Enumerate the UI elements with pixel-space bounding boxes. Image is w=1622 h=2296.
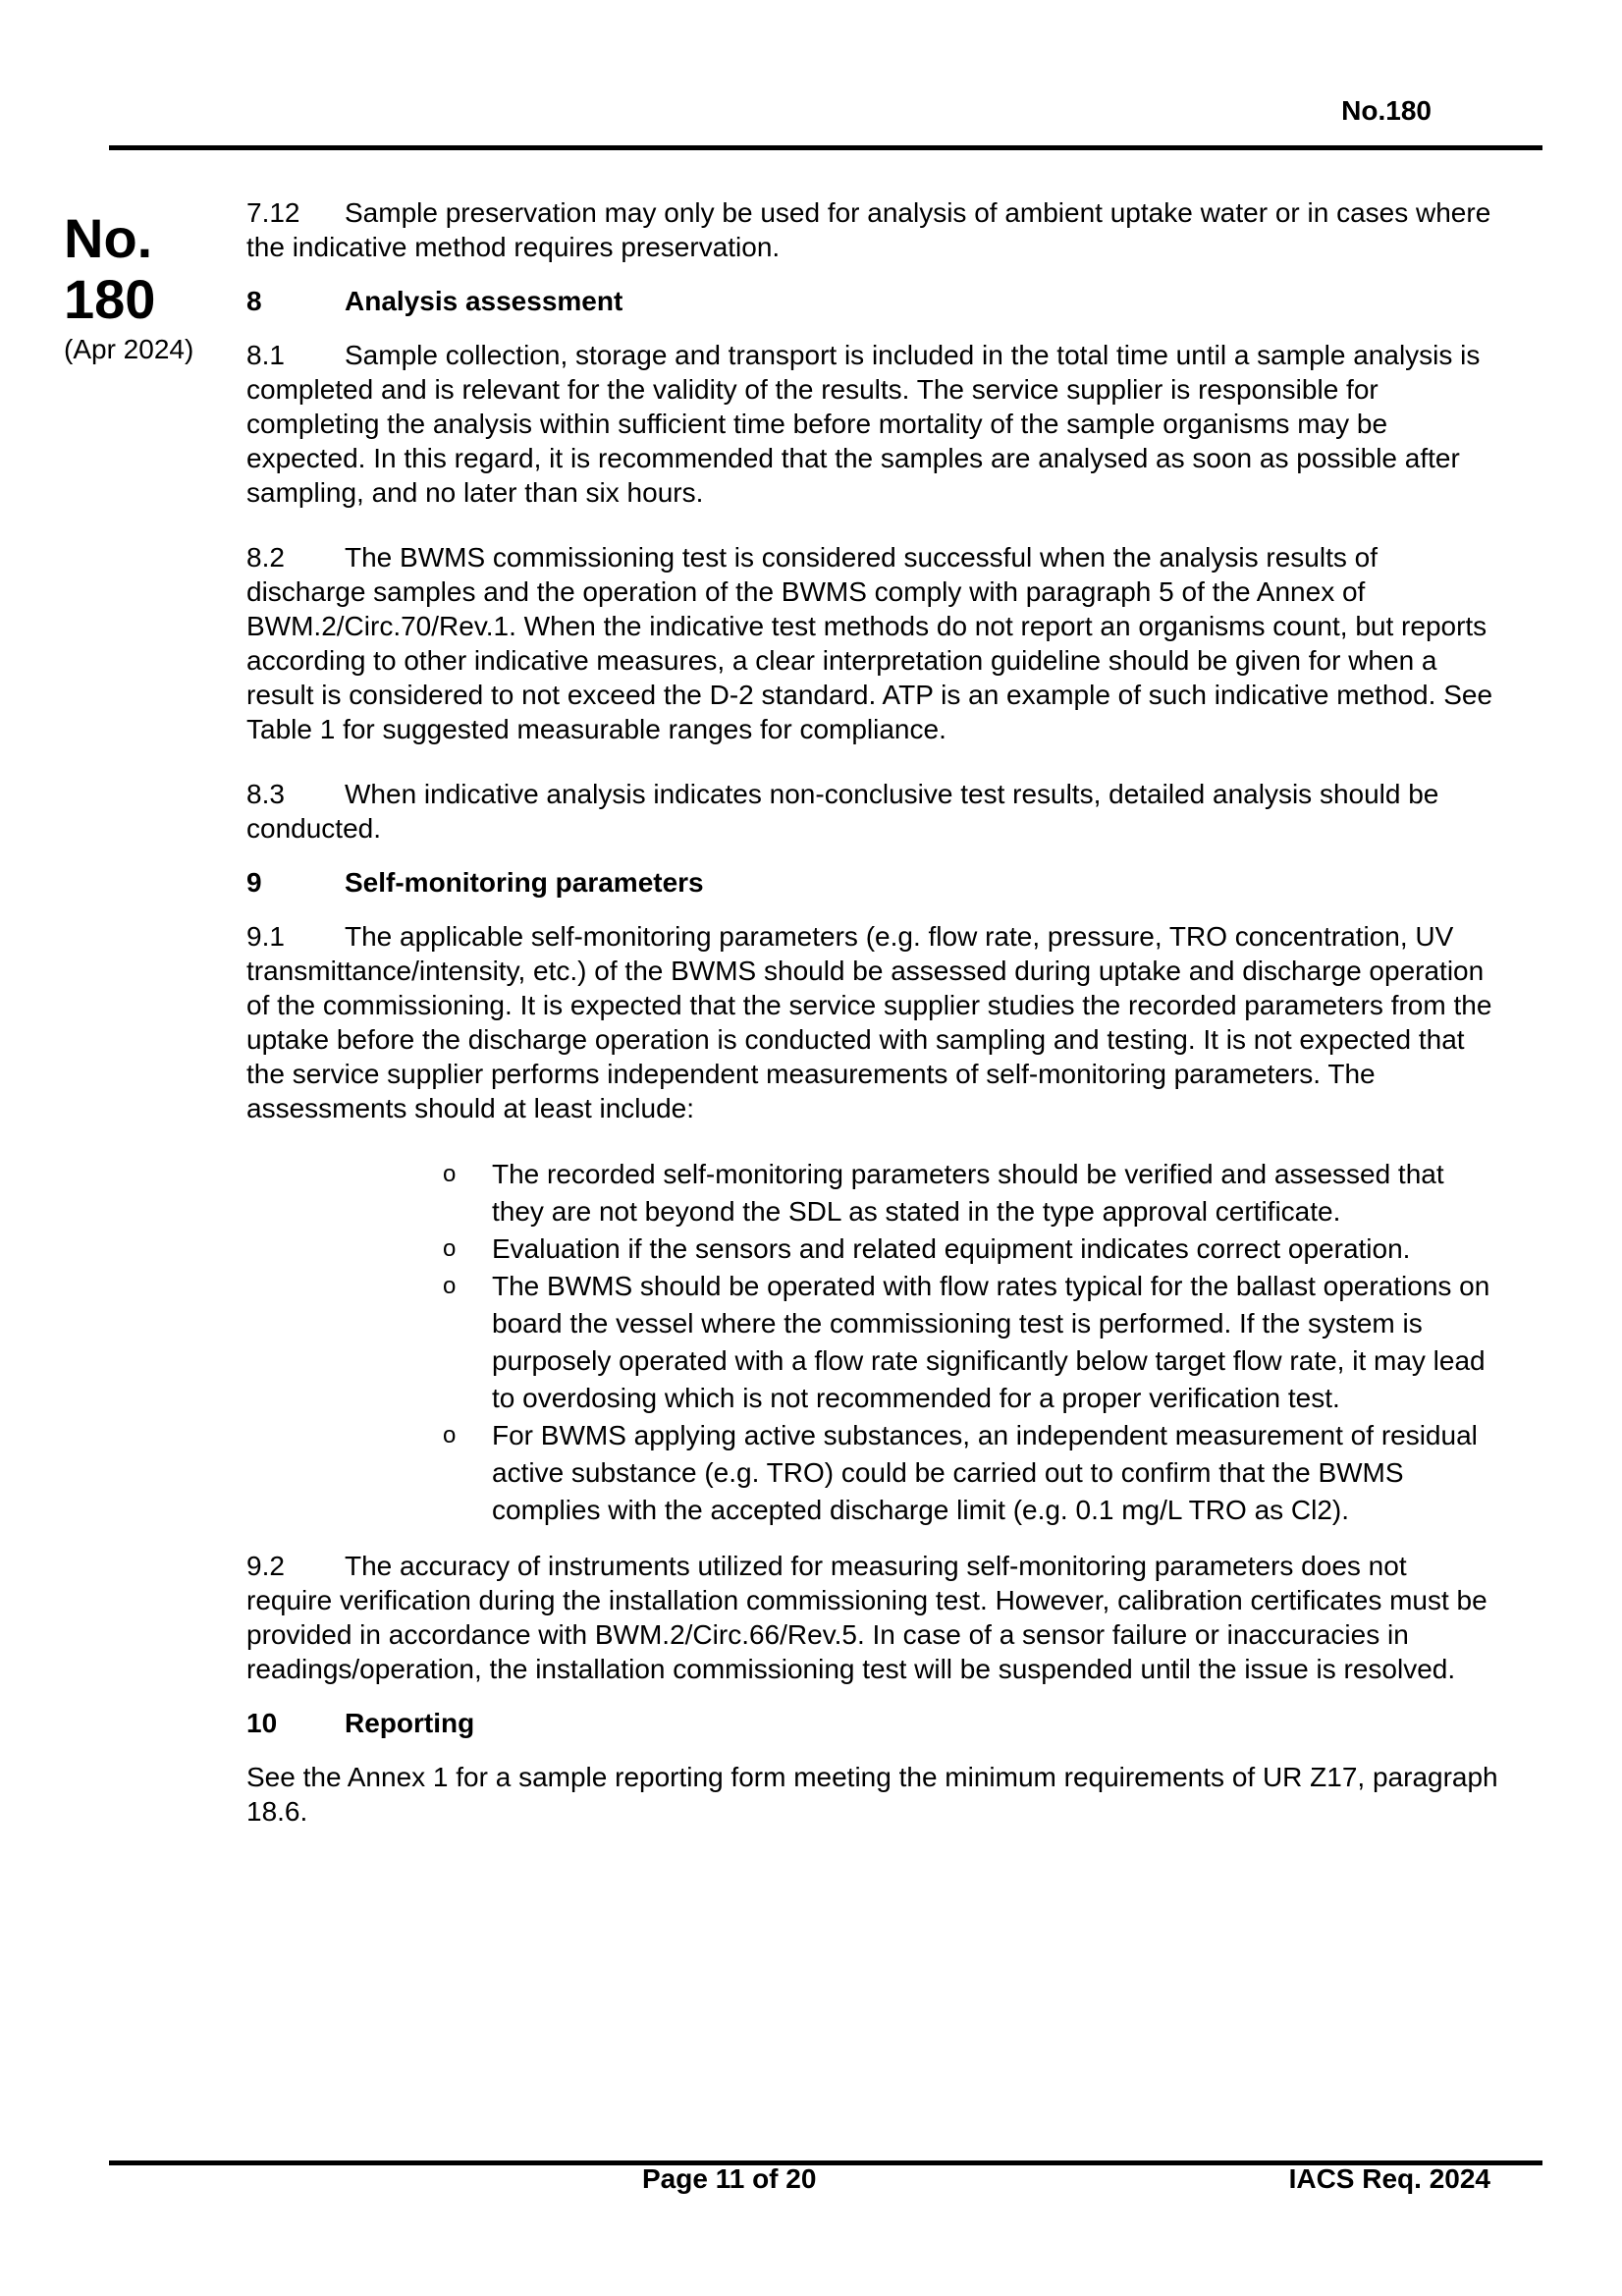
section-heading-10 <box>246 1706 1498 1740</box>
sidebar-number-value: 180 <box>64 268 156 330</box>
paragraph-10: See the Annex 1 for a sample reporting form meeting the minimum requirements of UR Z17, paragraph 18.6. <box>246 1762 1498 1827</box>
list-item: o Evaluation if the sensors and related equipment indicates correct operation. <box>443 1230 1498 1268</box>
sidebar-number <box>64 208 155 330</box>
heading-title: Self-monitoring parameters <box>345 867 704 898</box>
bullet-circle-icon: o <box>443 1273 457 1299</box>
paragraph-text: The accuracy of instruments utilized for measuring self-monitoring parameters does not require verification during the installation commissioning test. However, calibration certificates must be provided in accordance with BWM.2/Circ.66/Rev.5. In case of a sensor failure or inaccuracies in readings/operation, the installation commissioning test will be suspended until the issue is resolved. <box>246 1551 1487 1684</box>
list-item: o The recorded self-monitoring parameters should be verified and assessed that they are not beyond the SDL as stated in the type approval certificate. <box>443 1156 1498 1230</box>
bullet-circle-icon: o <box>443 1235 457 1262</box>
list-item: o For BWMS applying active substances, an independent measurement of residual active substance (e.g. TRO) could be carried out to confirm that the BWMS complies with the accepted discharge limit (e.g. 0.1 mg/L TRO as Cl2). <box>443 1417 1498 1529</box>
header-rule <box>109 145 1542 150</box>
paragraph-number: 8.1 <box>246 340 285 370</box>
paragraph-7-12 <box>246 195 1498 264</box>
heading-title: Reporting <box>345 1708 475 1738</box>
bullet-circle-icon: o <box>443 1422 457 1449</box>
bullet-circle-icon: o <box>443 1161 457 1187</box>
section-heading-8 <box>246 284 1498 318</box>
assessment-bullet-list <box>246 1156 1498 1529</box>
heading-number: 10 <box>246 1708 278 1738</box>
paragraph-text: The applicable self-monitoring parameters (e.g. flow rate, pressure, TRO concentration, UV transmittance/intensity, etc.) of the BWMS should be assessed during uptake and discharge operation of the commissioning. It is expected that the service supplier studies the recorded parameters from the uptake before the discharge operation is conducted with sampling and testing. It is not expected that the service supplier performs independent measurements of self-monitoring parameters. The assessments should at least include: <box>246 921 1492 1123</box>
paragraph-9-1 <box>246 919 1498 1125</box>
footer-document-label: IACS Req. 2024 <box>1288 2163 1490 2194</box>
sidebar-no-label: No. <box>64 207 153 269</box>
heading-number: 8 <box>246 286 262 316</box>
sidebar-date: (Apr 2024) <box>64 334 194 364</box>
heading-number: 9 <box>246 867 262 898</box>
paragraph-number: 9.1 <box>246 921 285 952</box>
heading-title: Analysis assessment <box>345 286 623 316</box>
header-doc-number: No.180 <box>1341 95 1432 126</box>
paragraph-8-3 <box>246 777 1498 846</box>
paragraph-number: 7.12 <box>246 197 300 228</box>
paragraph-number: 8.3 <box>246 779 285 809</box>
paragraph-text: Sample collection, storage and transport is included in the total time until a sample analysis is completed and is relevant for the validity of the results. The service supplier is responsible for completing the analysis within sufficient time before mortality of the sample organisms may be expected. In this regard, it is recommended that the samples are analysed as soon as possible after sampling, and no later than six hours. <box>246 340 1481 508</box>
paragraph-9-2 <box>246 1549 1498 1686</box>
paragraph-8-1 <box>246 338 1498 510</box>
section-heading-9 <box>246 865 1498 900</box>
list-item: o The BWMS should be operated with flow rates typical for the ballast operations on board the vessel where the commissioning test is performed. If the system is purposely operated with a flow rate significantly below target flow rate, it may lead to overdosing which is not recommended for a proper verification test. <box>443 1268 1498 1417</box>
paragraph-number: 8.2 <box>246 542 285 573</box>
paragraph-text: Sample preservation may only be used for analysis of ambient uptake water or in cases where the indicative method requires preservation. <box>246 197 1491 262</box>
paragraph-text: When indicative analysis indicates non-conclusive test results, detailed analysis should be conducted. <box>246 779 1439 844</box>
paragraph-8-2 <box>246 540 1498 746</box>
main-content <box>246 195 1498 1829</box>
footer-page-number: Page 11 of 20 <box>642 2163 817 2194</box>
paragraph-text: The BWMS commissioning test is considered successful when the analysis results of discharge samples and the operation of the BWMS comply with paragraph 5 of the Annex of BWM.2/Circ.70/Rev.1. When the indicative test methods do not report an organisms count, but reports according to other indicative measures, a clear interpretation guideline should be given for when a result is considered to not exceed the D-2 standard. ATP is an example of such indicative method. See Table 1 for suggested measurable ranges for compliance. <box>246 542 1493 744</box>
paragraph-number: 9.2 <box>246 1551 285 1581</box>
